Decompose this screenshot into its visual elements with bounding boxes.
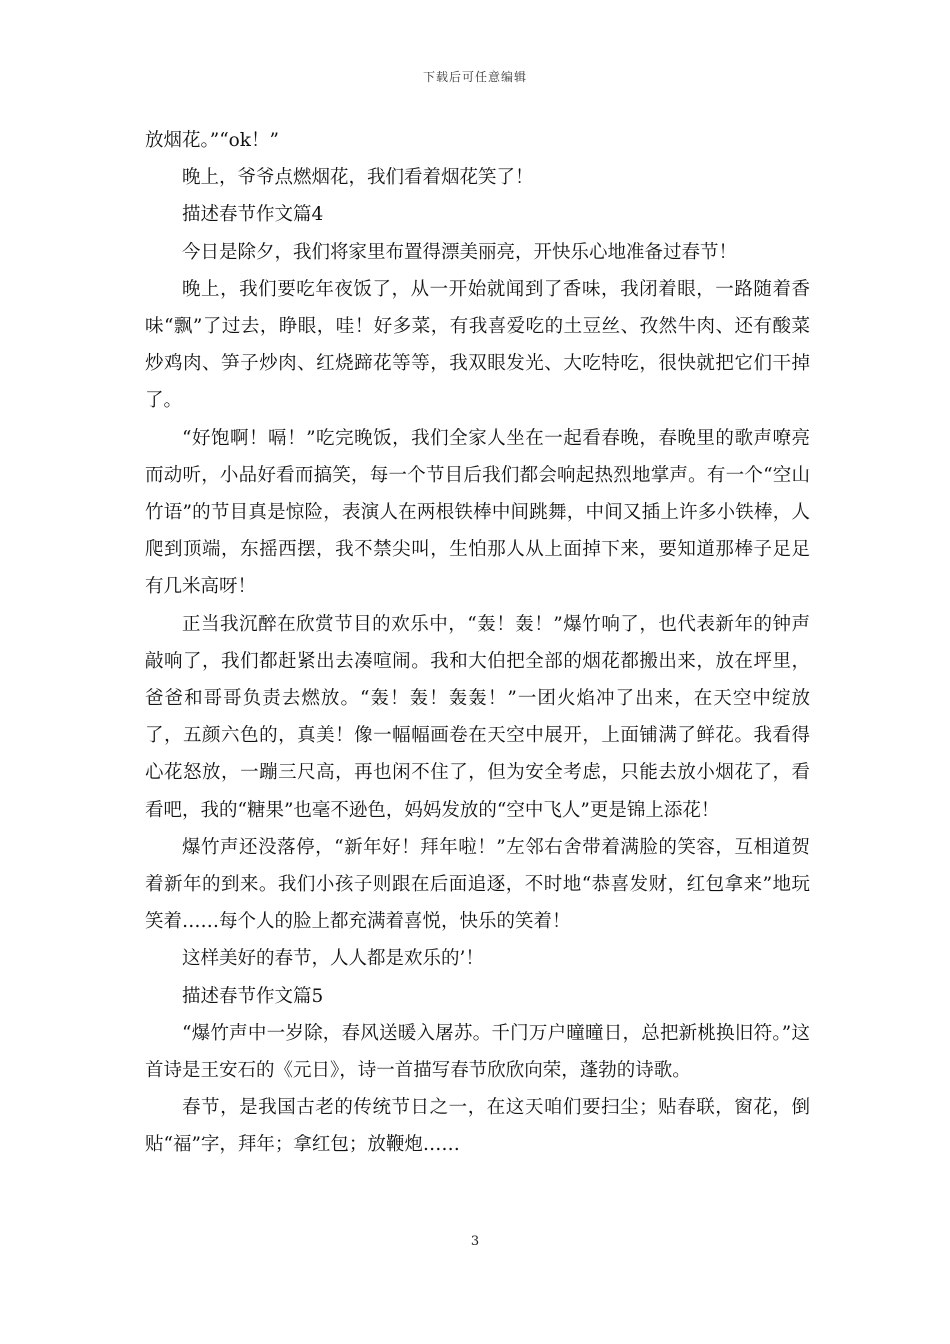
- paragraph: 这样美好的春节，人人都是欢乐的’！: [182, 948, 484, 970]
- paragraph: “好饱啊！嗝！”吃完晚饭，我们全家人坐在一起看春晚，春晚里的歌声嘹亮而动听，小品好看而搞笑，每一个节目后我们都会响起热烈地掌声。有一个“空山竹语”的节目真是惊险，表演人在两根铁棒中间跳舞，中间又插上许多小铁棒，人爬到顶端，东摇西摆，我不禁尖叫，生怕那人从上面掉下来，要知道那棒子足足有几米高呀！: [145, 427, 810, 598]
- paragraph: 晚上，我们要吃年夜饭了，从一开始就闻到了香味，我闭着眼，一路随着香味“飘”了过去，睁眼，哇！好多菜，有我喜爱吃的土豆丝、孜然牛肉、还有酸菜炒鸡肉、笋子炒肉、红烧蹄花等等，我双眼发光、大吃特吃，很快就把它们干掉了。: [145, 278, 810, 412]
- paragraph: 正当我沉醉在欣赏节目的欢乐中，“轰！轰！”爆竹响了，也代表新年的钟声敲响了，我们都赶紧出去凑喧闹。我和大伯把全部的烟花都搬出来，放在坪里，爸爸和哥哥负责去燃放。“轰！轰！轰轰！”一团火焰冲了出来，在天空中绽放了，五颜六色的，真美！像一幅幅画卷在天空中展开，上面铺满了鲜花。我看得心花怒放，一蹦三尺高，再也闲不住了，但为安全考虑，只能去放小烟花了，看看吧，我的“糖果”也毫不逊色，妈妈发放的“空中飞人”更是锦上添花！: [145, 613, 810, 821]
- page-number: 3: [470, 1234, 480, 1249]
- paragraph: “爆竹声中一岁除，春风送暖入屠苏。千门万户曈曈日，总把新桃换旧符。”这首诗是王安石的《元日》，诗一首描写春节欣欣向荣，蓬勃的诗歌。: [145, 1022, 810, 1082]
- page-header: 下载后可任意编辑: [422, 70, 527, 84]
- paragraph: 春节，是我国古老的传统节日之一，在这天咱们要扫尘；贴春联，窗花，倒贴“福”字，拜年；拿红包；放鞭炮……: [145, 1097, 810, 1156]
- section-heading: 描述春节作文篇5: [182, 985, 324, 1007]
- paragraph: 晚上，爷爷点燃烟花，我们看着烟花笑了！: [182, 167, 534, 189]
- document-body: [145, 122, 810, 1164]
- section-heading: 描述春节作文篇4: [182, 204, 324, 226]
- paragraph: 爆竹声还没落停，“新年好！拜年啦！”左邻右舍带着满脸的笑容，互相道贺着新年的到来。我们小孩子则跟在后面追逐，不时地“恭喜发财，红包拿来”地玩笑着……每个人的脸上都充满着喜悦，快乐的笑着！: [145, 836, 810, 933]
- paragraph: 放烟花。”“ok！”: [145, 130, 279, 151]
- paragraph: 今日是除夕，我们将家里布置得漂美丽亮，开快乐心地准备过春节！: [182, 241, 738, 263]
